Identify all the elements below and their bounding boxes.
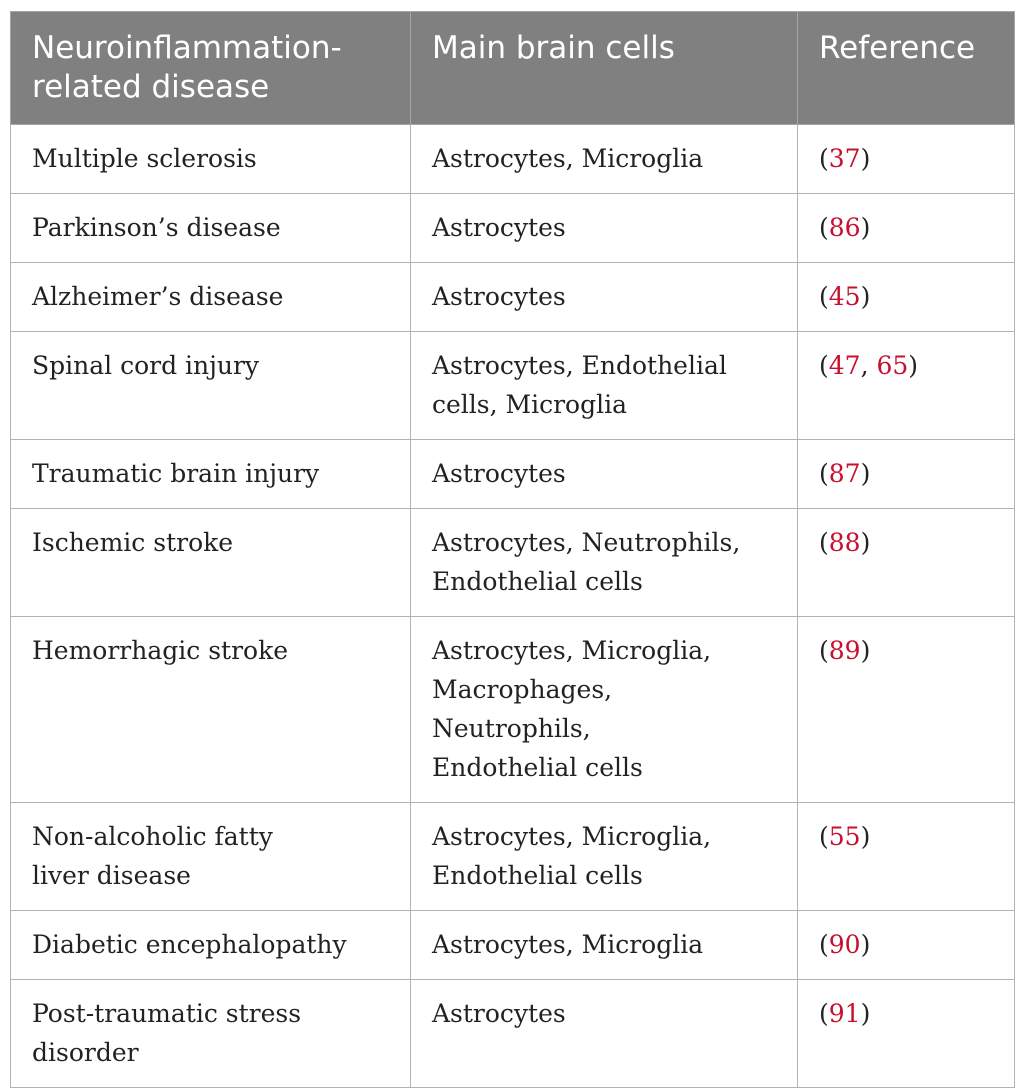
disease-table xyxy=(10,11,1015,1088)
disease-cell xyxy=(11,332,411,440)
brain-cells-cell-text: Astrocytes, Neutrophils, xyxy=(432,528,741,557)
reference-link[interactable]: 65 xyxy=(876,351,909,380)
disease-cell-text: Multiple sclerosis xyxy=(32,144,257,173)
reference-link[interactable]: 55 xyxy=(828,822,861,851)
reference-link[interactable]: 87 xyxy=(828,459,861,488)
paren-close: ) xyxy=(908,351,919,380)
reference-cell xyxy=(798,617,1015,803)
table-row xyxy=(11,125,1015,194)
paren-open: ( xyxy=(819,351,829,380)
reference-cell xyxy=(798,911,1015,980)
paren-open: ( xyxy=(819,999,829,1028)
brain-cells-cell-text: Astrocytes xyxy=(432,282,566,311)
disease-cell xyxy=(11,194,411,263)
reference-cell xyxy=(798,263,1015,332)
brain-cells-cell-text: Macrophages, Neutrophils, xyxy=(432,675,613,743)
reference-cell xyxy=(798,980,1015,1088)
brain-cells-cell-text: Astrocytes, Endothelial xyxy=(432,351,727,380)
header-text-line: related disease xyxy=(32,69,270,105)
disease-cell-text: Post-traumatic stress disorder xyxy=(32,999,302,1067)
header-text-line: Neuroinflammation- xyxy=(32,30,342,66)
paren-close: ) xyxy=(860,999,871,1028)
brain-cells-cell xyxy=(411,125,798,194)
brain-cells-cell-text: Endothelial cells xyxy=(432,567,643,596)
reference-link[interactable]: 45 xyxy=(828,282,861,311)
brain-cells-cell xyxy=(411,980,798,1088)
paren-close: ) xyxy=(860,636,871,665)
reference-link[interactable]: 88 xyxy=(828,528,861,557)
paren-close: ) xyxy=(860,528,871,557)
paren-open: ( xyxy=(819,528,829,557)
reference-cell xyxy=(798,332,1015,440)
disease-cell xyxy=(11,980,411,1088)
brain-cells-cell-text: Astrocytes xyxy=(432,213,566,242)
disease-cell-text: Traumatic brain injury xyxy=(32,459,320,488)
table-row xyxy=(11,194,1015,263)
reference-link[interactable]: 47 xyxy=(828,351,861,380)
header-disease xyxy=(11,12,411,125)
reference-link[interactable]: 91 xyxy=(828,999,861,1028)
table-container xyxy=(10,11,1014,1088)
brain-cells-cell-text: Endothelial cells xyxy=(432,861,643,890)
table-header xyxy=(11,12,1015,125)
disease-cell-text: Non-alcoholic fatty xyxy=(32,822,273,851)
header-text-line: Reference xyxy=(819,30,976,66)
table-row xyxy=(11,263,1015,332)
disease-cell xyxy=(11,617,411,803)
table-row xyxy=(11,980,1015,1088)
brain-cells-cell-text: Astrocytes, Microglia xyxy=(432,930,704,959)
table-row xyxy=(11,617,1015,803)
brain-cells-cell-text: Astrocytes, Microglia xyxy=(432,144,704,173)
table-row xyxy=(11,911,1015,980)
paren-open: ( xyxy=(819,213,829,242)
reference-cell xyxy=(798,803,1015,911)
table-body xyxy=(11,125,1015,1088)
disease-cell-text: Spinal cord injury xyxy=(32,351,260,380)
paren-open: ( xyxy=(819,822,829,851)
reference-cell xyxy=(798,194,1015,263)
disease-cell xyxy=(11,263,411,332)
brain-cells-cell-text: Astrocytes xyxy=(432,459,566,488)
header-main-brain-cells xyxy=(411,12,798,125)
header-text-line: Main brain cells xyxy=(432,30,675,66)
table-row xyxy=(11,440,1015,509)
disease-cell-text: Parkinson’s disease xyxy=(32,213,281,242)
disease-cell xyxy=(11,125,411,194)
header-reference xyxy=(798,12,1015,125)
table-row xyxy=(11,803,1015,911)
brain-cells-cell xyxy=(411,803,798,911)
reference-link[interactable]: 86 xyxy=(828,213,861,242)
disease-cell-text: Alzheimer’s disease xyxy=(32,282,284,311)
brain-cells-cell xyxy=(411,911,798,980)
brain-cells-cell-text: Endothelial cells xyxy=(432,753,643,782)
reference-cell xyxy=(798,125,1015,194)
disease-cell xyxy=(11,911,411,980)
paren-open: ( xyxy=(819,636,829,665)
paren-open: ( xyxy=(819,144,829,173)
paren-open: ( xyxy=(819,459,829,488)
paren-open: ( xyxy=(819,930,829,959)
reference-link[interactable]: 89 xyxy=(828,636,861,665)
disease-cell-text: Diabetic encephalopathy xyxy=(32,930,347,959)
brain-cells-cell xyxy=(411,509,798,617)
table-row xyxy=(11,332,1015,440)
paren-close: ) xyxy=(860,930,871,959)
reference-cell xyxy=(798,509,1015,617)
paren-close: ) xyxy=(860,459,871,488)
brain-cells-cell xyxy=(411,332,798,440)
paren-close: ) xyxy=(860,144,871,173)
brain-cells-cell xyxy=(411,263,798,332)
brain-cells-cell xyxy=(411,617,798,803)
paren-open: ( xyxy=(819,282,829,311)
disease-cell xyxy=(11,509,411,617)
disease-cell xyxy=(11,440,411,509)
brain-cells-cell-text: Astrocytes xyxy=(432,999,566,1028)
reference-cell xyxy=(798,440,1015,509)
table-row xyxy=(11,509,1015,617)
disease-cell-text: liver disease xyxy=(32,861,191,890)
disease-cell-text: Hemorrhagic stroke xyxy=(32,636,289,665)
disease-cell xyxy=(11,803,411,911)
reference-link[interactable]: 90 xyxy=(828,930,861,959)
paren-close: ) xyxy=(860,213,871,242)
brain-cells-cell xyxy=(411,440,798,509)
reference-link[interactable]: 37 xyxy=(828,144,861,173)
brain-cells-cell-text: Astrocytes, Microglia, xyxy=(432,636,712,665)
header-row xyxy=(11,12,1015,125)
disease-cell-text: Ischemic stroke xyxy=(32,528,234,557)
brain-cells-cell-text: Astrocytes, Microglia, xyxy=(432,822,712,851)
paren-close: ) xyxy=(860,822,871,851)
reference-separator: , xyxy=(860,351,877,380)
brain-cells-cell xyxy=(411,194,798,263)
paren-close: ) xyxy=(860,282,871,311)
brain-cells-cell-text: cells, Microglia xyxy=(432,390,628,419)
